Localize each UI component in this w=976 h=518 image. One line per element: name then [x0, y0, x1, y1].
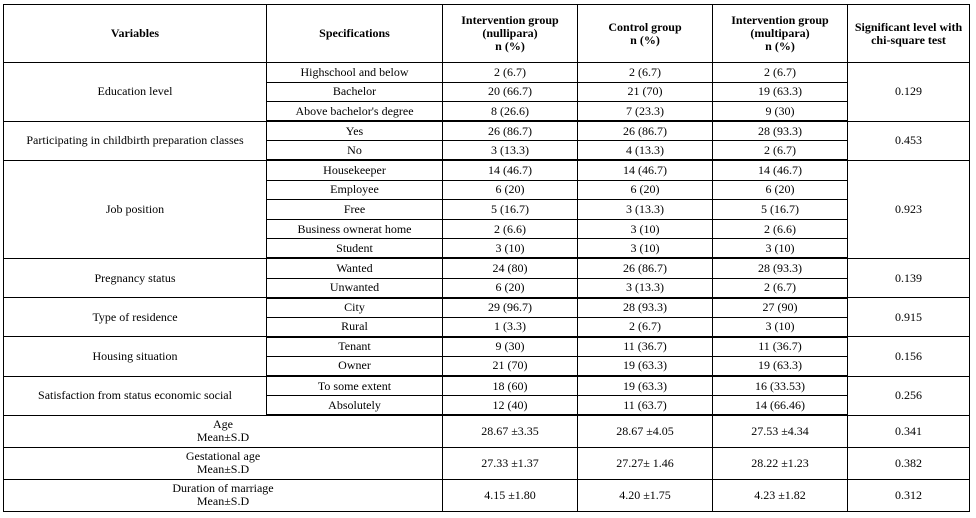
variable-cell: Type of residence	[4, 298, 267, 337]
mean-label: Age	[213, 417, 233, 432]
nullipara-cell: 1 (3.3)	[443, 317, 578, 337]
p-value-cell: 0.129	[848, 63, 970, 122]
multipara-cell: 11 (36.7)	[713, 337, 848, 357]
nullipara-cell: 28.67 ±3.35	[443, 415, 578, 447]
data-table	[3, 4, 970, 512]
multipara-cell: 28.22 ±1.23	[713, 447, 848, 479]
multipara-cell: 28 (93.3)	[713, 258, 848, 278]
mean-label-cell	[4, 415, 443, 447]
mean-label-cell	[4, 479, 443, 511]
header-line: Control group	[608, 19, 682, 34]
nullipara-cell: 5 (16.7)	[443, 200, 578, 220]
header-intervention-nullipara	[443, 5, 578, 63]
spec-cell: Above bachelor's degree	[267, 102, 443, 122]
multipara-cell: 27 (90)	[713, 298, 848, 318]
mean-label: Duration of marriage	[172, 481, 274, 496]
spec-cell: Tenant	[267, 337, 443, 357]
control-cell: 3 (10)	[578, 219, 713, 239]
nullipara-cell: 26 (86.7)	[443, 121, 578, 141]
spec-cell: Wanted	[267, 258, 443, 278]
control-cell: 28.67 ±4.05	[578, 415, 713, 447]
spec-cell: Housekeeper	[267, 160, 443, 180]
control-cell: 27.27± 1.46	[578, 447, 713, 479]
p-value-cell: 0.156	[848, 337, 970, 376]
nullipara-cell: 27.33 ±1.37	[443, 447, 578, 479]
variable-cell: Job position	[4, 160, 267, 258]
control-cell: 4.20 ±1.75	[578, 479, 713, 511]
header-line: (nullipara)	[482, 26, 538, 40]
multipara-cell: 2 (6.7)	[713, 141, 848, 161]
multipara-cell: 2 (6.6)	[713, 219, 848, 239]
table-row	[4, 337, 970, 357]
header-line: n (%)	[495, 39, 525, 53]
spec-cell: No	[267, 141, 443, 161]
spec-cell: Employee	[267, 180, 443, 200]
spec-cell: Rural	[267, 317, 443, 337]
nullipara-cell: 24 (80)	[443, 258, 578, 278]
table-wrapper	[3, 4, 970, 512]
header-control	[578, 5, 713, 63]
mean-row	[4, 447, 970, 479]
nullipara-cell: 8 (26.6)	[443, 102, 578, 122]
multipara-cell: 14 (66.46)	[713, 396, 848, 416]
nullipara-cell: 9 (30)	[443, 337, 578, 357]
spec-cell: Business ownerat home	[267, 219, 443, 239]
control-cell: 26 (86.7)	[578, 258, 713, 278]
multipara-cell: 3 (10)	[713, 239, 848, 259]
nullipara-cell: 29 (96.7)	[443, 298, 578, 318]
nullipara-cell: 2 (6.6)	[443, 219, 578, 239]
header-specifications: Specifications	[267, 5, 443, 63]
control-cell: 11 (63.7)	[578, 396, 713, 416]
p-value-cell: 0.382	[848, 447, 970, 479]
control-cell: 14 (46.7)	[578, 160, 713, 180]
header-intervention-multipara	[713, 5, 848, 63]
variable-cell: Education level	[4, 63, 267, 122]
nullipara-cell: 18 (60)	[443, 376, 578, 396]
p-value-cell: 0.453	[848, 121, 970, 160]
header-line: chi-square test	[871, 32, 946, 47]
control-cell: 3 (13.3)	[578, 278, 713, 298]
nullipara-cell: 12 (40)	[443, 396, 578, 416]
nullipara-cell: 4.15 ±1.80	[443, 479, 578, 511]
control-cell: 26 (86.7)	[578, 121, 713, 141]
variable-cell: Participating in childbirth preparation classes	[4, 121, 267, 160]
multipara-cell: 19 (63.3)	[713, 356, 848, 376]
header-line: Intervention group	[731, 13, 829, 27]
header-variables: Variables	[4, 5, 267, 63]
table-row	[4, 298, 970, 318]
header-line: Significant level with	[854, 19, 963, 34]
header-line: (multipara)	[750, 26, 810, 40]
header-line: n (%)	[630, 32, 660, 47]
multipara-cell: 9 (30)	[713, 102, 848, 122]
multipara-cell: 2 (6.7)	[713, 278, 848, 298]
p-value-cell: 0.915	[848, 298, 970, 337]
header-line: Intervention group	[461, 13, 559, 27]
spec-cell: City	[267, 298, 443, 318]
spec-cell: Student	[267, 239, 443, 259]
control-cell: 21 (70)	[578, 82, 713, 102]
multipara-cell: 2 (6.7)	[713, 63, 848, 83]
spec-cell: Free	[267, 200, 443, 220]
table-row	[4, 376, 970, 396]
control-cell: 19 (63.3)	[578, 356, 713, 376]
multipara-cell: 27.53 ±4.34	[713, 415, 848, 447]
p-value-cell: 0.312	[848, 479, 970, 511]
mean-label-cell	[4, 447, 443, 479]
spec-cell: Yes	[267, 121, 443, 141]
variable-cell: Housing situation	[4, 337, 267, 376]
table-body	[4, 63, 970, 512]
p-value-cell: 0.139	[848, 258, 970, 297]
control-cell: 7 (23.3)	[578, 102, 713, 122]
control-cell: 28 (93.3)	[578, 298, 713, 318]
table-row	[4, 63, 970, 83]
mean-sub: Mean±S.D	[196, 430, 250, 445]
mean-sub: Mean±S.D	[196, 494, 250, 509]
header-significance	[848, 5, 970, 63]
spec-cell: Unwanted	[267, 278, 443, 298]
control-cell: 11 (36.7)	[578, 337, 713, 357]
nullipara-cell: 14 (46.7)	[443, 160, 578, 180]
spec-cell: Absolutely	[267, 396, 443, 416]
table-row	[4, 258, 970, 278]
multipara-cell: 16 (33.53)	[713, 376, 848, 396]
variable-cell: Satisfaction from status economic social	[4, 376, 267, 415]
variable-cell: Pregnancy status	[4, 258, 267, 297]
table-row	[4, 121, 970, 141]
nullipara-cell: 3 (10)	[443, 239, 578, 259]
multipara-cell: 4.23 ±1.82	[713, 479, 848, 511]
control-cell: 2 (6.7)	[578, 63, 713, 83]
p-value-cell: 0.341	[848, 415, 970, 447]
mean-row	[4, 415, 970, 447]
nullipara-cell: 3 (13.3)	[443, 141, 578, 161]
p-value-cell: 0.256	[848, 376, 970, 415]
control-cell: 3 (10)	[578, 239, 713, 259]
multipara-cell: 5 (16.7)	[713, 200, 848, 220]
header-line: n (%)	[765, 39, 795, 53]
mean-sub: Mean±S.D	[196, 462, 250, 477]
table-row	[4, 160, 970, 180]
nullipara-cell: 6 (20)	[443, 278, 578, 298]
nullipara-cell: 21 (70)	[443, 356, 578, 376]
mean-row	[4, 479, 970, 511]
p-value-cell: 0.923	[848, 160, 970, 258]
control-cell: 3 (13.3)	[578, 200, 713, 220]
multipara-cell: 19 (63.3)	[713, 82, 848, 102]
control-cell: 2 (6.7)	[578, 317, 713, 337]
nullipara-cell: 6 (20)	[443, 180, 578, 200]
multipara-cell: 28 (93.3)	[713, 121, 848, 141]
spec-cell: Bachelor	[267, 82, 443, 102]
control-cell: 6 (20)	[578, 180, 713, 200]
mean-label: Gestational age	[185, 449, 261, 464]
spec-cell: To some extent	[267, 376, 443, 396]
header-row	[4, 5, 970, 63]
spec-cell: Owner	[267, 356, 443, 376]
nullipara-cell: 2 (6.7)	[443, 63, 578, 83]
multipara-cell: 3 (10)	[713, 317, 848, 337]
control-cell: 4 (13.3)	[578, 141, 713, 161]
multipara-cell: 6 (20)	[713, 180, 848, 200]
nullipara-cell: 20 (66.7)	[443, 82, 578, 102]
control-cell: 19 (63.3)	[578, 376, 713, 396]
multipara-cell: 14 (46.7)	[713, 160, 848, 180]
spec-cell: Highschool and below	[267, 63, 443, 83]
